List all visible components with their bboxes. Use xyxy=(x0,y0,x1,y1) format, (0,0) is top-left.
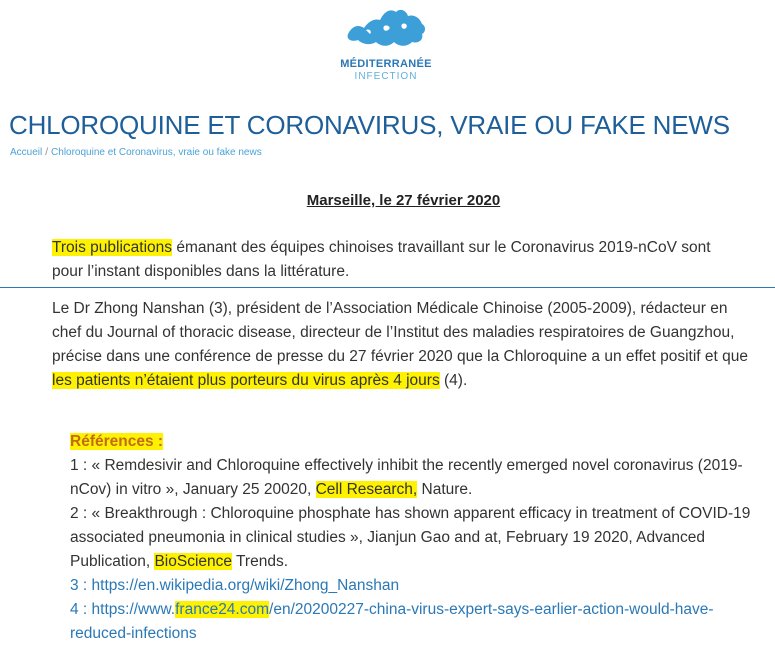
mediterranee-infection-logo[interactable] xyxy=(336,4,436,90)
reference-1-end: Nature. xyxy=(417,481,473,498)
reference-2-highlight: BioScience xyxy=(154,553,232,570)
nanshan-highlight: les patients n’étaient plus porteurs du virus après 4 jours xyxy=(52,372,440,389)
reference-1-text: 1 : « Remdesivir and Chloroquine effectively inhibit the recently emerged novel coronavirus (2019-nCov) in vitro », January 25 20020, xyxy=(70,457,743,498)
page-title: CHLOROQUINE ET CORONAVIRUS, VRAIE OU FAKE NEWS xyxy=(9,110,730,140)
reference-3-link[interactable]: 3 : https://en.wikipedia.org/wiki/Zhong_Nanshan xyxy=(70,577,400,594)
breadcrumb xyxy=(10,147,262,158)
logo-text-line2: INFECTION xyxy=(354,71,418,82)
breadcrumb-separator: / xyxy=(45,147,49,158)
reference-1 xyxy=(70,454,760,502)
reference-4-highlight: france24.com xyxy=(175,601,270,618)
breadcrumb-home-link[interactable]: Accueil xyxy=(10,147,43,158)
breadcrumb-current: Chloroquine et Coronavirus, vraie ou fake news xyxy=(51,147,262,158)
reference-4-link[interactable] xyxy=(70,598,760,646)
intro-highlight: Trois publications xyxy=(52,239,173,256)
reference-2-end: Trends. xyxy=(232,553,288,570)
reference-4-text: 4 : https://www. xyxy=(70,601,176,618)
reference-2 xyxy=(70,502,760,574)
nanshan-text: Le Dr Zhong Nanshan (3), président de l’Association Médicale Chinoise (2005-2009), rédacteur en chef du Journal of thoracic disease, directeur de l’Institut des maladies respiratoires de Guangzhou, précise dans une conférence de presse du 27 février 2020 que la Chloroquine a un effet positif et que xyxy=(52,300,748,365)
intro-paragraph xyxy=(52,236,742,284)
references-section xyxy=(70,430,760,646)
reference-1-highlight: Cell Research, xyxy=(315,481,418,498)
mediterranean-map-icon xyxy=(344,4,428,56)
reference-4-end: /en/20200227-china-virus-expert-says-earlier-action-would-have-reduced-infections xyxy=(70,601,714,642)
references-title: Références : xyxy=(70,433,164,450)
nanshan-paragraph xyxy=(52,297,752,393)
intro-text: émanant des équipes chinoises travaillant sur le Coronavirus 2019-nCoV sont pour l’instant disponibles dans la littérature. xyxy=(52,239,711,280)
reference-2-text: 2 : « Breakthrough : Chloroquine phosphate has shown apparent efficacy in treatment of COVID-19 associated pneumonia in clinical studies », Jianjun Gao and at, February 19 2020, Advanced Publication, xyxy=(70,505,751,570)
logo-text-line1: MÉDITERRANÉE xyxy=(340,58,432,70)
dateline: Marseille, le 27 février 2020 xyxy=(306,192,501,209)
nanshan-end: (4). xyxy=(439,372,468,389)
section-divider xyxy=(0,287,775,288)
